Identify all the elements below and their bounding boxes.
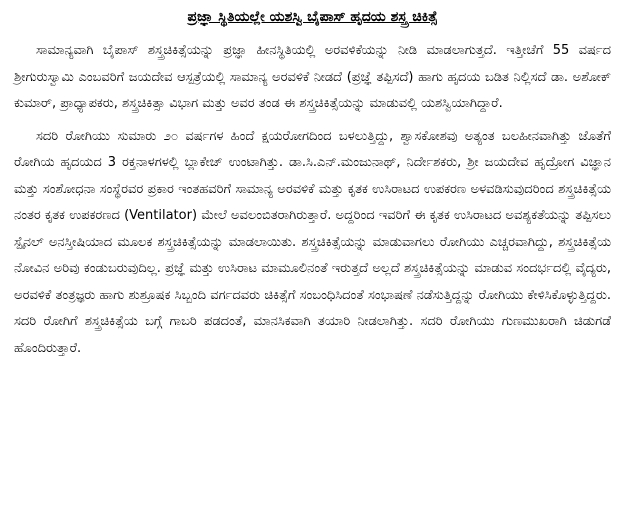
paragraph-1: ಸಾಮಾನ್ಯವಾಗಿ ಬೈಪಾಸ್ ಶಸ್ತ್ರಚಿಕಿತ್ಸೆಯನ್ನು ಪ್ರಜ್ಞಾ ಹೀನಸ್ಥಿತಿಯಲ್ಲಿ ಅರವಳಿಕೆಯನ್ನು ನೀಡಿ ಮಾಡಲಾಗುತ್ತದೆ. ಇತ್ತೀಚೆಗೆ 55 ವರ್ಷದ ಶ್ರೀಗುರುಸ್ವಾಮಿ ಎಂಬವರಿಗೆ ಜಯದೇವ ಆಸ್ಪತ್ರೆಯಲ್ಲಿ ಸಾಮಾನ್ಯ ಅರವಳಿಕೆ ನೀಡದೆ (ಪ್ರಜ್ಞೆ ತಪ್ಪಿಸದೆ) ಹಾಗು ಹೃದಯ ಬಡಿತ ನಿಲ್ಲಿಸದೆ ಡಾ. ಅಶೋಕ್ ಕುಮಾರ್, ಪ್ರಾಧ್ಯಾಪಕರು, ಶಸ್ತ್ರಚಿಕಿತ್ಸಾ ವಿಭಾಗ ಮತ್ತು ಅವರ ತಂಡ ಈ ಶಸ್ತ್ರಚಿಕಿತ್ಸೆಯನ್ನು ಮಾಡುವಲ್ಲಿ ಯಶಸ್ವಿಯಾಗಿದ್ದಾರೆ.	[14, 43, 611, 111]
document-title: ಪ್ರಜ್ಞಾ ಸ್ಥಿತಿಯಲ್ಲೇ ಯಶಸ್ವಿ ಬೈಪಾಸ್ ಹೃದಯ ಶಸ್ತ್ರ ಚಿಕಿತ್ಸೆ	[187, 9, 438, 25]
paragraph-2: ಸದರಿ ರೋಗಿಯು ಸುಮಾರು ೨೦ ವರ್ಷಗಳ ಹಿಂದೆ ಕ್ಷಯರೋಗದಿಂದ ಬಳಲುತ್ತಿದ್ದು, ಶ್ವಾಸಕೋಶವು ಅತ್ಯಂತ ಬಲಹೀನವಾಗಿತ್ತು ಜೊತೆಗೆ ರೋಗಿಯ ಹೃದಯದ 3 ರಕ್ತನಾಳಗಳಲ್ಲಿ ಬ್ಲಾಕೇಜ್ ಉಂಟಾಗಿತ್ತು. ಡಾ.ಸಿ.ಎನ್.ಮಂಜುನಾಥ್, ನಿರ್ದೇಶಕರು, ಶ್ರೀ ಜಯದೇವ ಹೃದ್ರೋಗ ವಿಜ್ಞಾನ ಮತ್ತು ಸಂಶೋಧನಾ ಸಂಸ್ಥೆರವರ ಪ್ರಕಾರ ಇಂತಹವರಿಗೆ ಸಾಮಾನ್ಯ ಅರವಳಿಕೆ ಮತ್ತು ಕೃತಕ ಉಸಿರಾಟದ ಉಪಕರಣ ಅಳವಡಿಸುವುದರಿಂದ ಶಸ್ತ್ರಚಿಕಿತ್ಸೆಯ ನಂತರ ಕೃತಕ ಉಪಕರಣದ (Ventilator) ಮೇಲೆ ಅವಲಂಬಿತರಾಗಿರುತ್ತಾರೆ. ಅದ್ದರಿಂದ ಇವರಿಗೆ ಈ ಕೃತಕ ಉಸಿರಾಟದ ಅವಶ್ಯಕತೆಯನ್ನು ತಪ್ಪಿಸಲು ಸ್ಪೈನಲ್ ಅನಸ್ತೀಷಿಯಾದ ಮೂಲಕ ಶಸ್ತ್ರಚಿಕಿತ್ಸೆಯನ್ನು ಮಾಡಲಾಯಿತು. ಶಸ್ತ್ರಚಿಕಿತ್ಸೆಯನ್ನು ಮಾಡುವಾಗಲು ರೋಗಿಯು ಎಚ್ಚರವಾಗಿದ್ದು, ಶಸ್ತ್ರಚಿಕಿತ್ಸೆಯ ನೋವಿನ ಅರಿವು ಕಂಡುಬರುವುದಿಲ್ಲ. ಪ್ರಜ್ಞೆ ಮತ್ತು ಉಸಿರಾಟ ಮಾಮೂಲಿನಂತೆ ಇರುತ್ತದೆ ಅಲ್ಲದೆ ಶಸ್ತ್ರಚಿಕಿತ್ಸೆಯನ್ನು ಮಾಡುವ ಸಂದರ್ಭದಲ್ಲಿ ವೈದ್ಯರು, ಅರವಳಿಕೆ ತಂತ್ರಜ್ಞರು ಹಾಗು ಶುಶ್ರೂಷಕ ಸಿಬ್ಬಂದಿ ವರ್ಗದವರು ಚಿಕಿತ್ಸೆಗೆ ಸಂಬಂಧಿಸಿದಂತೆ ಸಂಭಾಷಣೆ ನಡೆಸುತ್ತಿದ್ದನ್ನು ರೋಗಿಯು ಕೇಳಿಸಿಕೊಳ್ಳುತ್ತಿದ್ದರು. ಸದರಿ ರೋಗಿಗೆ ಶಸ್ತ್ರಚಿಕಿತ್ಸೆಯ ಬಗ್ಗೆ ಗಾಬರಿ ಪಡದಂತೆ, ಮಾನಸಿಕವಾಗಿ ತಯಾರಿ ನೀಡಲಾಗಿತ್ತು. ಸದರಿ ರೋಗಿಯು ಗುಣಮುಖರಾಗಿ ಚಿಡುಗಡೆ ಹೊಂದಿರುತ್ತಾರೆ.	[14, 128, 611, 356]
